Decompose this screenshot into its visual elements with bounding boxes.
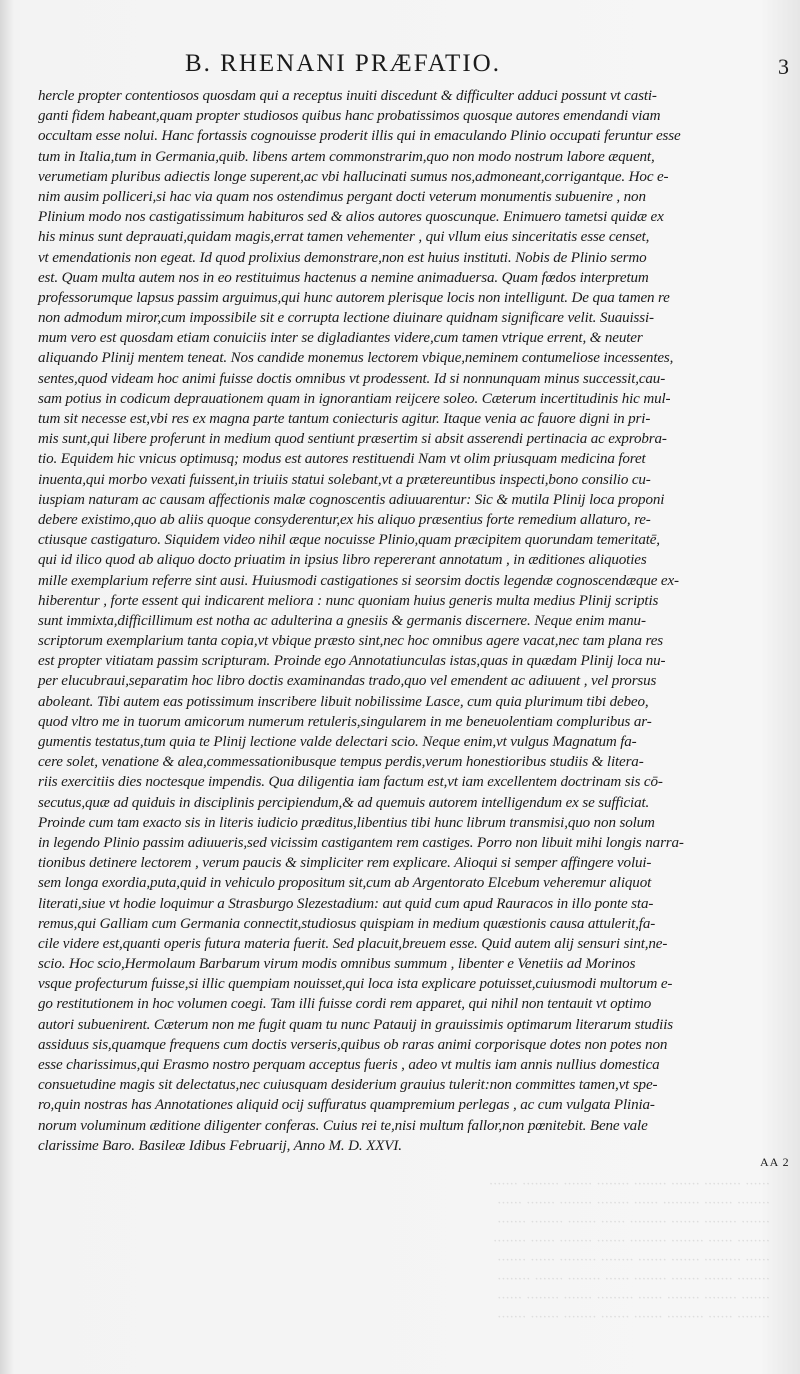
text-line: aliquando Plinij mentem teneat. Nos candide monemus lectorem vbique,neminem contumeliose incessentes, [38,350,674,367]
text-line: sem longa exordia,puta,quid in vehiculo propositum sit,cum ab Argentorato Elcebum veheremur aliquot [38,875,652,892]
page-number: 3 [778,54,789,79]
text-line: consuetudine magis sit delectatus,nec cuiusquam desiderium grauius tulerit:non committes tamen,vt spe- [38,1077,658,1094]
text-line: hiberentur , forte essent qui indicarent meliora : nunc quoniam huius generis multa medius Plinij scriptis [38,592,659,609]
signature-mark: AA 2 [760,1155,790,1169]
text-line: gumentis testatus,tum quia te Plinij lectione valde delectari scio. Neque enim,vt vulgus Magnatum fa- [38,734,637,750]
text-line: occultam esse nolui. Hanc fortassis cognouisse proderit illis qui in emaculando Plinio occupati feruntur esse [38,128,681,145]
text-line: sentes,quod videam hoc animi fuisse doctis omnibus vt prodessent. Id si nonnunquam minus successit,cau- [38,370,666,387]
text-line: non admodum miror,cum impossibile sit e corrupta lectione diuinare quidnam significare velit. Suauissi- [38,310,654,327]
text-line: norum voluminum æditione diligenter conferas. Cuius rei te,nisi multum fallor,non pœnitebit. Bene vale [38,1117,648,1134]
text-line: verumetiam pluribus adiectis longe superent,ac vbi hallucinati sumus nos,admoneant,corrigantque. Hoc e- [38,168,669,185]
text-line: inuenta,qui morbo vexati fuissent,in triuiis statui solebant,vt a prætereuntibus inspecti,bono consilio cu- [38,471,651,488]
text-line: his minus sunt deprauati,quidam magis,errat tamen vehementer , qui vllum eius sinceritatis esse censet, [38,229,650,246]
text-line: est. Quam multa autem nos in eo restituimus hactenus a nemine animaduersa. Quam fœdos interpretum [38,269,649,286]
text-line: mille exemplarium referre sint ausi. Huiusmodi castigationes si seorsim doctis legendæ cognoscendæque ex- [38,572,679,589]
text-line: qui id ilico quod ab aliquo docto priuatim in ipsius libro repererant annotatum , in æditiones aliquoties [38,552,647,569]
text-line: riis exercitiis dies noctesque impendis. Qua diligentia iam factum est,vt iam excellentem doctrinam sis cō- [38,774,663,791]
text-line: cile videre est,quanti operis futura materia fuerit. Sed placuit,breuem esse. Quid autem alij sensuri sint,ne- [38,935,668,952]
text-line: debere existimo,quo ab aliis quoque consyderentur,ex his aliquo præsentius forte remedium allaturo, re- [38,511,651,528]
text-line: scio. Hoc scio,Hermolaum Barbarum virum modis omnibus summum , libenter e Venetiis ad Morinos [38,956,636,973]
text-line: ganti fidem habeant,quam propter studiosos quibus hanc probatissimos quosque autores emendandi viam [38,108,661,125]
text-line: secutus,quæ ad quiduis in disciplinis percipiendum,& ad quemuis autorem intelligendum ex se sufficiat. [38,794,650,811]
text-line: go restitutionem in hoc volumen coegi. Tam illi fuisse cordi rem apparet, qui nihil non tentauit vt optimo [38,996,652,1013]
text-line: quod vltro me in tuorum amicorum numerum retuleris,singularem in me beneuolentiam compluribus ar- [38,713,652,730]
text-line: tum sit necesse est,vbi res ex magna parte tantum coniecturis agitur. Itaque venia ac fauore digni in pri- [38,411,651,427]
text-line: professorumque lapsus passim arguimus,qui hunc autorem plerisque locis non intelligunt. De qua tamen re [38,289,670,306]
text-line: ro,quin nostras has Annotationes aliquid ocij suffuratus quampremium perlegas , ac cum vulgata Plinia- [38,1097,655,1114]
show-through-text: ······ ········· ······· ········ ········ ······· ········· ······· ········ ······· ········· ······ ········ ········ ······· ······ ······· ········ ······· ········· ······ ······· ········ ······· ········ ······ ········ ········· ······· ········ ······ ········ ······ ········· ······· ······· ········ ········· ······ ······· ········ ······· ······· ········ ······ ········ ······· ········ ······· ········ ········ ······ ········· ······· ········ ······ ········ ······ ········· ······· ······· ········ ······· ······· [489,1177,770,1325]
text-line: literati,siue vt hodie loquimur a Strasburgo Slezestadium: aut quid cum apud Rauracos in illo ponte sta- [38,895,654,912]
text-line: assiduus sis,quamque frequens cum doctis verseris,quibus ob raras animi corporisque dotes non potes non [38,1036,668,1053]
text-line: est propter vitiatam passim scripturam. Proinde ego Annotatiunculas istas,quas in quædam Plinij loca nu- [38,653,666,670]
text-line: tum in Italia,tum in Germania,quib. libens artem commonstrarim,quo non modo nostrum labore æquent, [38,148,655,165]
text-line: clarissime Baro. Basileæ Idibus Februarij, Anno M. D. XXVI. [38,1137,402,1154]
text-line: tio. Equidem hic vnicus optimusq; modus est autores restituendi Nam vt olim priusquam medicina foret [38,451,646,468]
text-line: nim ausim polliceri,si hac via quam nos ostendimus pergant docti veterum monumentis subuenire , non [38,188,646,205]
text-line: esse charissimus,qui Erasmo nostro perquam acceptus fueris , adeo vt multis iam annis nullius domestica [38,1057,660,1073]
preface-body [38,86,800,1156]
text-line: mis sunt,qui libere proferunt in medium quod sentiunt præsertim si absit asserendi pertinacia ac exprobra- [38,431,667,448]
text-line: sam potius in codicum deprauationem quam in ignorantiam reijcere soleo. Cæterum incertitudinis hic mul- [38,390,671,407]
text-line: Plinium modo nos castigatissimum habituros sed & alios autores quoscunque. Enimuero tametsi quidæ ex [38,209,664,226]
text-line: remus,qui Galliam cum Germania connectit,studiosus quispiam in medium quæstionis causa attulerit,fa- [38,915,656,932]
text-line: hercle propter contentiosos quosdam qui a receptus inuiti discedunt & difficulter adduci possunt vt casti- [38,88,657,104]
text-line: cere solet, venatione & alea,commessationibusque tempus perdis,verum honestioribus studiis & litera- [38,754,644,771]
text-line: scriptorum exemplarium tanta copia,vt vbique præsto sint,nec hoc omnibus agere vacat,nec tam plana res [38,633,663,650]
page-header [0,50,800,84]
text-line: sunt immixta,difficillimum est notha ac adulterina a gnesiis & germanis discernere. Neque enim manu- [38,612,646,629]
text-line: Proinde cum tam exacto sis in literis iudicio præditus,libentius tibi hunc librum transmisi,quo non solum [38,814,655,831]
text-line: iuspiam naturam ac causam affectionis malæ cognoscentis adiuuarentur: Sic & mutila Plinij loca proponi [38,491,665,508]
text-line: per elucubraui,separatim hoc libro doctis examinandas trado,quo vel emendent ac adiuuent , vel prorsus [38,673,657,690]
text-line: vt emendationis non egeat. Id quod prolixius demonstrare,non est huius instituti. Nobis de Plinio sermo [38,249,647,266]
text-line: aboleant. Tibi autem eas potissimum inscribere libuit nobilissime Lasce, cum quia plurimum tibi debeo, [38,693,649,710]
text-line: autori subuenirent. Cæterum non me fugit quam tu nunc Patauij in grauissimis optimarum literarum studiis [38,1016,673,1033]
running-head: B. RHENANI PRÆFATIO. [185,50,501,77]
text-line: tionibus detinere lectorem , verum paucis & simpliciter rem explicare. Alioqui si semper affingere volui- [38,855,652,872]
text-line: mum vero est quosdam etiam conuiciis inter se digladiantes videre,cum tamen vtrique errent, & neuter [38,330,643,347]
text-line: ctiusque castigaturo. Siquidem video nihil æque nocuisse Plinio,quam præcipitem quorundam temeritatē, [38,532,660,549]
text-line: vsque profecturum fuisse,si illic quempiam nouisset,qui loca ista explicare potuisset,cuiusmodi multorum e- [38,976,673,993]
text-line: in legendo Plinio passim adiuueris,sed vicissim castigantem rem castiges. Porro non libuit mihi longis narra- [38,834,684,851]
